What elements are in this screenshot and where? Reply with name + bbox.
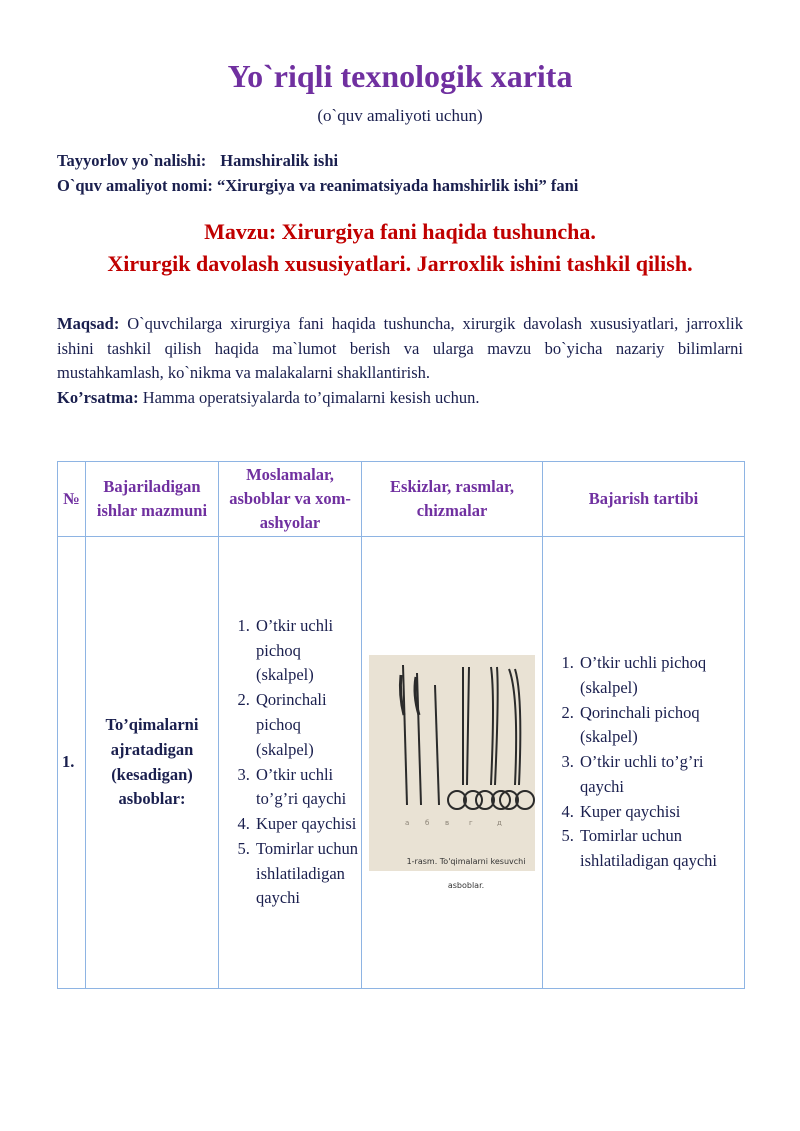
scalpel-belly-icon (417, 673, 421, 805)
list-item: 2. Qorinchali pichoq (skalpel) (578, 701, 743, 751)
list-item: 5. Tomirlar uchun ishlatiladigan qaychi (254, 837, 360, 911)
row-sketch (362, 537, 543, 989)
list-item: 1. O’tkir uchli pichoq (skalpel) (254, 614, 360, 688)
direction-line (57, 148, 578, 173)
topic-line-1: Mavzu: Xirurgiya fani haqida tushuncha. (204, 219, 596, 244)
list-item: 5. Tomirlar uchun ishlatiladigan qaychi (578, 824, 743, 874)
list-item: 4. Kuper qaychisi (578, 800, 743, 825)
svg-text:a: a (405, 818, 410, 827)
scalpel-sharp-icon (403, 665, 407, 805)
svg-text:д: д (497, 818, 502, 827)
practice-line (57, 173, 578, 198)
photo-caption: 1-rasm. To'qimalarni kesuvchi asboblar. (406, 856, 526, 891)
instruments-drawing (369, 655, 535, 871)
header-task: Bajariladigan ishlar mazmuni (86, 462, 219, 537)
document-title: Yo`riqli texnologik xarita (227, 58, 573, 94)
topic-heading (57, 216, 743, 280)
goal-paragraph (57, 312, 743, 410)
row-number: 1. (58, 537, 86, 989)
header-tools: Moslamalar, asboblar va xom- ashyolar (219, 462, 362, 537)
practice-value: “Xirurgiya va reanimatsiyada hamshirlik ishi” fani (216, 176, 579, 195)
list-item: 4. Kuper qaychisi (254, 812, 360, 837)
list-item: 3. O’tkir uchli to’g’ri qaychi (578, 750, 743, 800)
instruction-label: Ko’rsatma: (57, 387, 139, 407)
meta-block (57, 148, 578, 198)
document-subtitle: (o`quv amaliyoti uchun) (317, 106, 483, 125)
svg-text:г: г (469, 818, 473, 827)
list-item: 2. Qorinchali pichoq (skalpel) (254, 688, 360, 762)
table-row (58, 537, 745, 989)
header-number: № (58, 462, 86, 537)
row-steps (543, 537, 745, 989)
steps-list (544, 651, 743, 874)
straight-scissors-icon (435, 685, 439, 805)
row-tools (219, 537, 362, 989)
header-sketches: Eskizlar, rasmlar, chizmalar (362, 462, 543, 537)
svg-text:б: б (425, 818, 430, 827)
instruments-photo (369, 655, 535, 891)
instruction-text: Hamma operatsiyalarda to’qimalarni kesish uchun. (138, 387, 480, 407)
header-steps: Bajarish tartibi (543, 462, 745, 537)
goal-label: Maqsad: (57, 314, 120, 333)
row-task: To’qimalarni ajratadigan (kesadigan) asboblar: (86, 537, 219, 989)
svg-text:в: в (445, 818, 450, 827)
table-header-row (58, 462, 745, 537)
goal-text: O`quvchilarga xirurgiya fani haqida tushuncha, xirurgik davolash xususiyatlari, jarroxlik ishini tashkil qilish haqida ma`lumot berish va ularga mavzu bo`yicha nazariy bilimlarni mustahkamlash, ko`nikma va malakalarni shakllantirish. (57, 314, 743, 382)
direction-value: Hamshiralik ishi (220, 151, 339, 170)
list-item: 3. O’tkir uchli to’g’ri qaychi (254, 763, 360, 813)
practice-label: O`quv amaliyot nomi: (57, 176, 213, 195)
topic-line-2: Xirurgik davolash xususiyatlari. Jarroxlik ishini tashkil qilish. (107, 251, 693, 276)
technology-map-table (57, 461, 745, 989)
list-item: 1. O’tkir uchli pichoq (skalpel) (578, 651, 743, 701)
tools-list (220, 614, 360, 912)
direction-label: Tayyorlov yo`nalishi: (57, 151, 207, 170)
